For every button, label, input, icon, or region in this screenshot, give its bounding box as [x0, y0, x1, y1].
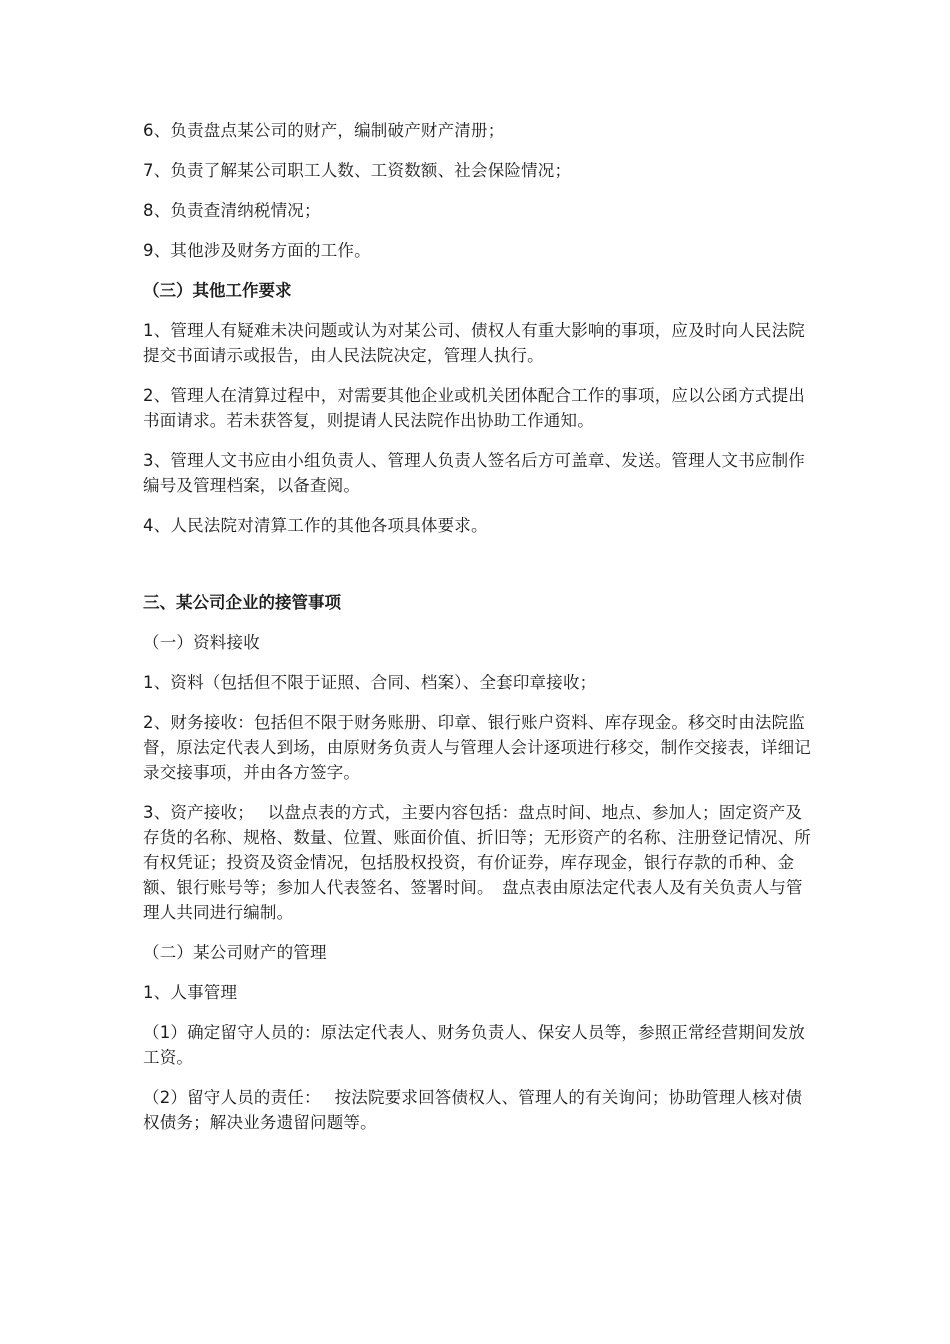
paragraph-requirement-3: 3、管理人文书应由小组负责人、管理人负责人签名后方可盖章、发送。管理人文书应制作编号及管理档案，以备查阅。 [143, 451, 805, 495]
paragraph-personnel-1: （1）确定留守人员的：原法定代表人、财务负责人、保安人员等，参照正常经营期间发放工资。 [143, 1023, 805, 1067]
paragraph-item-7: 7、负责了解某公司职工人数、工资数额、社会保险情况； [143, 161, 572, 180]
paragraph-requirement-2: 2、管理人在清算过程中，对需要其他企业或机关团体配合工作的事项，应以公函方式提出书面请求。若未获答复，则提请人民法院作出协助工作通知。 [143, 386, 805, 430]
paragraph-receipt-3: 3、资产接收； 以盘点表的方式，主要内容包括：盘点时间、地点、参加人；固定资产及存货的名称、规格、数量、位置、账面价值、折旧等；无形资产的名称、注册登记情况、所有权凭证；投资及资金情况，包括股权投资，有价证券，库存现金，银行存款的币种、金额、银行账号等；参加人代表签名、签署时间。 盘点表由原法定代表人及有关负责人与管理人共同进行编制。 [143, 803, 811, 922]
paragraph-personnel-management: 1、人事管理 [143, 983, 238, 1002]
subheading-materials-receipt: （一）资料接收 [143, 633, 260, 652]
paragraph-receipt-1: 1、资料（包括但不限于证照、合同、档案）、全套印章接收； [143, 673, 597, 692]
heading-section-3: 三、某公司企业的接管事项 [143, 593, 341, 612]
paragraph-receipt-2: 2、财务接收：包括但不限于财务账册、印章、银行账户资料、库存现金。移交时由法院监督，原法定代表人到场，由原财务负责人与管理人会计逐项进行移交，制作交接表，详细记录交接事项，并由各方签字。 [143, 713, 811, 782]
paragraph-personnel-2: （2）留守人员的责任： 按法院要求回答债权人、管理人的有关询问；协助管理人核对债权债务；解决业务遗留问题等。 [143, 1088, 803, 1132]
paragraph-item-8: 8、负责查清纳税情况； [143, 201, 321, 220]
paragraph-requirement-1: 1、管理人有疑难未决问题或认为对某公司、债权人有重大影响的事项，应及时向人民法院提交书面请示或报告，由人民法院决定，管理人执行。 [143, 321, 805, 365]
heading-other-requirements: （三）其他工作要求 [143, 281, 292, 300]
paragraph-item-6: 6、负责盘点某公司的财产，编制破产财产清册； [143, 121, 505, 140]
paragraph-item-9: 9、其他涉及财务方面的工作。 [143, 241, 371, 260]
paragraph-requirement-4: 4、人民法院对清算工作的其他各项具体要求。 [143, 516, 488, 535]
subheading-property-management: （二）某公司财产的管理 [143, 943, 327, 962]
document-page [143, 118, 815, 1150]
